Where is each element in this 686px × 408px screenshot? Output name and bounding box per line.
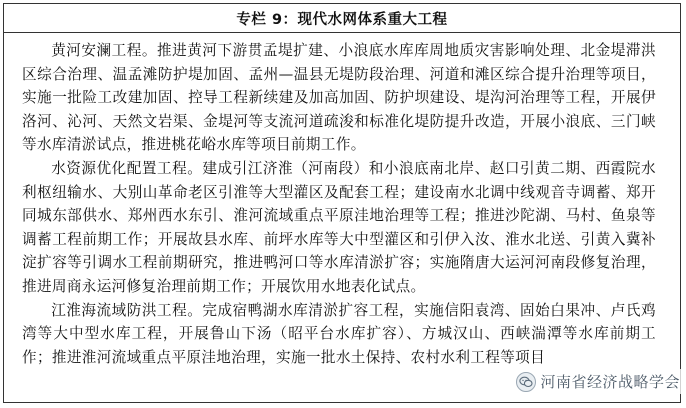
paragraph-yellow-river: 黄河安澜工程。推进黄河下游贯孟堤扩建、小浪底水库库周地质灾害影响处理、北金堤滞洪区综合治理、温孟滩防护堤加固、孟州—温县无堤防段治理、河道和滩区综合提升治理等项目，实施一批险工改建加固、控导工程新续建及加高加固、防护坝建设、堤沟河治理等工程，开展伊洛河、沁河、天然文岩渠、金堤河等支流河道疏浚和标准化堤防提升改造，开展小浪底、三门峡等水库清淤试点，推进桃花峪水库等项目前期工作。 bbox=[22, 42, 656, 154]
paragraph-flood-control: 江淮海流域防洪工程。完成宿鸭湖水库清淤扩容工程，实施信阳袁湾、固始白果冲、卢氏鸡湾等大中型水库工程，开展鲁山下汤（昭平台水库扩容）、方城汉山、西峡湍潭等水库前期工作；推进淮河流域重点平原洼地治理，实施一批水土保持、农村水利工程等项目 bbox=[22, 301, 656, 366]
paragraph-water-allocation: 水资源优化配置工程。建成引江济淮（河南段）和小浪底南北岸、赵口引黄二期、西霞院水利枢纽输水、大别山革命老区引淮等大型灌区及配套工程；建设南水北调中线观音寺调蓄、郑开同城东部供水、郑州西水东引、淮河流域重点平原洼地治理等工程；推进沙陀湖、马村、鱼泉等调蓄工程前期工作；开展故县水库、前坪水库等大中型灌区和引伊入汝、淮水北送、引黄入冀补淀扩容等引调水工程前期研究，推进鸭河口等水库清淤扩容；实施隋唐大运河河南段修复治理，推进周商永运河修复治理前期工作；开展饮用水地表化试点。 bbox=[22, 159, 656, 295]
feature-box bbox=[3, 3, 681, 403]
watermark-text: 河南省经济战略学会 bbox=[540, 373, 680, 391]
watermark bbox=[510, 369, 684, 394]
wechat-icon bbox=[516, 372, 536, 392]
box-title: 专栏 9：现代水网体系重大工程 bbox=[4, 4, 680, 33]
box-content bbox=[4, 33, 680, 369]
